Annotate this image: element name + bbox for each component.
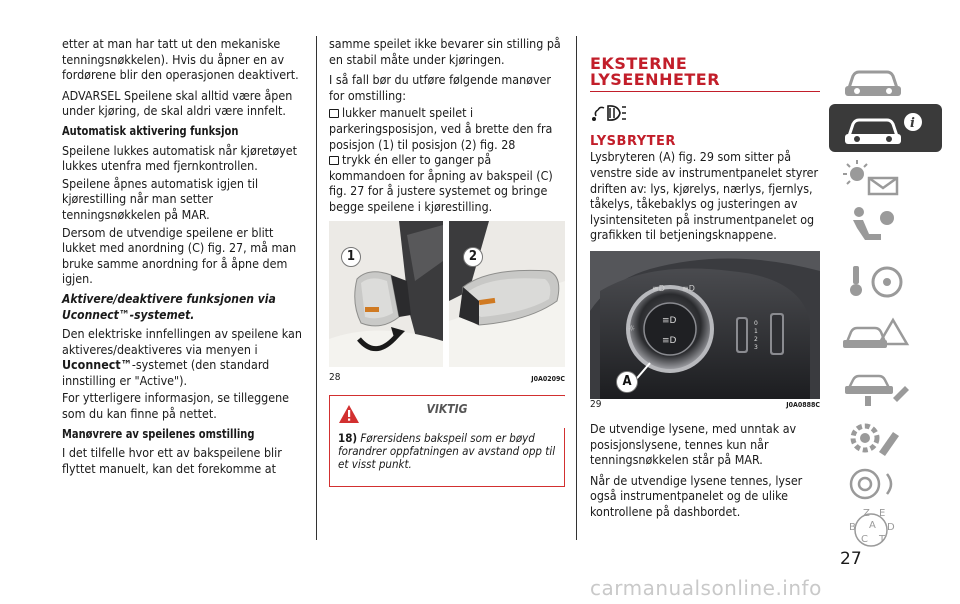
warning-body: Førersidens bakspeil som er bøyd forandrer oppfatningen av avstand opp til et visst punkt. [338, 430, 556, 471]
mirror-folded-illustration [329, 221, 443, 367]
svg-text:Z: Z [863, 508, 870, 519]
section-heading: Aktivere/deaktivere funksjonen via Uconnect™-systemet. [62, 291, 276, 322]
paragraph: Dersom de utvendige speilene er blitt lukket med anordning (C) fig. 27, må man bruke samme anordning for å åpne dem igjen. [62, 224, 297, 287]
column-3 [590, 36, 822, 525]
figure-callout-2 [463, 247, 483, 267]
sidebar-item-warning-lights[interactable] [829, 152, 942, 200]
sidebar-item-index[interactable] [829, 502, 942, 550]
page-number: 27 [840, 549, 862, 569]
paragraph [62, 326, 302, 388]
column-divider-right [576, 36, 577, 540]
key-steering-icon [829, 256, 942, 304]
svg-text:D: D [887, 522, 895, 533]
figure-caption [590, 399, 820, 411]
figure-callout-a [616, 371, 638, 393]
svg-text:A: A [869, 520, 876, 531]
bullet-text: lukker manuelt speilet i parkeringsposisjon, ved å brette den fra posisjon (1) til posisjon (2) fig. 28 [329, 105, 553, 152]
mirror-open-illustration [449, 221, 565, 367]
paragraph: Lysbryteren (A) fig. 29 som sitter på venstre side av instrumentpanelet styrer driften av: lys, kjørelys, nærlys, fjernlys, tåkelys, tåkebaklys og justeringen av lysintensiteten på instrumentpanelet og grafikken til betjeningsknappene. [590, 149, 819, 243]
sidebar-item-technical-data[interactable] [829, 414, 942, 462]
car-dashboard-icon [829, 56, 942, 104]
svg-text:B: B [849, 522, 856, 533]
sidebar-item-maintenance[interactable] [829, 362, 942, 410]
column-divider-left [316, 36, 317, 540]
figure-code: J0A0209C [531, 374, 565, 383]
callout-label: 2 [468, 248, 478, 264]
watermark: carmanualsonline.info [590, 576, 822, 600]
mirror-folded-drawing [329, 221, 443, 367]
checkbox-bullet-icon [329, 156, 339, 165]
alphabet-index-icon [829, 502, 942, 550]
callout-label: A [622, 373, 632, 389]
figure-29 [590, 251, 820, 411]
sidebar-item-multimedia[interactable] [829, 460, 942, 508]
warning-car-icon [829, 308, 942, 356]
sidebar-item-safety[interactable] [829, 200, 942, 248]
svg-text:≡D: ≡D [662, 335, 677, 346]
svg-text:E: E [879, 508, 886, 519]
checkbox-bullet-icon [329, 109, 339, 118]
seat-airbag-icon [829, 200, 942, 248]
car-info-icon [829, 104, 942, 152]
warning-box [329, 395, 565, 487]
callout-label: 1 [346, 248, 356, 264]
figure-number: 28 [329, 371, 341, 383]
figure-callout-1 [341, 247, 361, 267]
svg-text:≡D: ≡D [662, 315, 677, 326]
svg-text:3: 3 [754, 343, 758, 351]
column-2 [329, 36, 565, 487]
paragraph: Speilene åpnes automatisk igjen til kjørestilling når man setter tenningsnøkkelen på MAR. [62, 175, 259, 222]
warning-title: VIKTIG [426, 401, 468, 416]
svg-text:☼: ☼ [628, 323, 636, 333]
paragraph: etter at man har tatt ut den mekaniske tenningsnøkkelen). Hvis du åpner en av fordørene blir den operasjonen deaktivert. [62, 36, 299, 83]
sidebar-item-emergency[interactable] [829, 308, 942, 356]
text-run: -systemet (den standard innstilling er "Active"). [62, 357, 270, 388]
bullet-text: trykk én eller to ganger på kommandoen for åpning av bakspeil (C) fig. 27 for å justere systemet og bringe begge speilene i kjørestilling. [329, 152, 553, 214]
paragraph: Når de utvendige lysene tennes, lyser også instrumentpanelet og de ulike kontrollene på dashbordet. [590, 472, 803, 519]
section-heading: Manøvrere av speilenes omstilling [62, 426, 255, 441]
mirror-open-drawing [449, 221, 565, 367]
svg-text:2: 2 [754, 335, 758, 343]
svg-text:0: 0 [754, 319, 758, 327]
svg-text:≡D: ≡D [652, 283, 665, 293]
svg-text:i: i [910, 116, 915, 131]
figure-code: J0A0888C [786, 400, 820, 409]
column-1 [62, 36, 302, 481]
light-switch-icon [590, 102, 822, 128]
bullet-item [329, 105, 565, 152]
section-heading: Automatisk aktivering funksjon [62, 123, 239, 138]
paragraph: ADVARSEL Speilene skal alltid være åpen under kjøring, de skal aldri være innfelt. [62, 87, 293, 119]
svg-text:1: 1 [754, 327, 758, 335]
gear-wrench-icon [829, 414, 942, 462]
figure-28 [329, 221, 565, 383]
svg-text:T: T [879, 534, 886, 545]
bullet-item [329, 152, 565, 214]
subsection-title: LYSBRYTER [590, 133, 676, 149]
svg-text:C: C [861, 534, 868, 545]
figure-number: 29 [590, 398, 602, 410]
sidebar-item-dashboard[interactable] [829, 56, 942, 104]
section-title: EKSTERNE LYSEENHETER [590, 56, 820, 92]
warning-text [338, 432, 558, 471]
svg-text:≡D: ≡D [682, 283, 695, 293]
uconnect-term: Uconnect™ [62, 357, 132, 373]
paragraph: For ytterligere informasjon, se tilleggene som du kan finne på nettet. [62, 390, 290, 422]
multimedia-icon [829, 460, 942, 508]
sidebar-item-getting-to-know-vehicle[interactable] [829, 104, 942, 152]
chapter-sidebar [829, 0, 960, 604]
sidebar-item-starting-driving[interactable] [829, 256, 942, 304]
warning-number: 18) [338, 430, 358, 445]
car-lift-wrench-icon [829, 362, 942, 410]
headlight-lightbulb-icon [590, 102, 628, 124]
paragraph: I så fall bør du utføre følgende manøver for omstilling: [329, 72, 552, 103]
sun-message-icon [829, 152, 942, 200]
paragraph: Speilene lukkes automatisk når kjøretøyet lukkes utenfra med fjernkontrollen. [62, 142, 297, 174]
paragraph: De utvendige lysene, med unntak av posisjonslysene, tennes kun når tenningsnøkkelen står på MAR. [590, 420, 797, 468]
text-run: Den elektriske innfellingen av speilene kan aktiveres/deaktiveres via menyen i [62, 326, 302, 357]
paragraph: I det tilfelle hvor ett av bakspeilene blir flyttet manuelt, kan det forekomme at [62, 445, 282, 476]
paragraph: samme speilet ikke bevarer sin stilling på en stabil måte under kjøringen. [329, 36, 561, 67]
